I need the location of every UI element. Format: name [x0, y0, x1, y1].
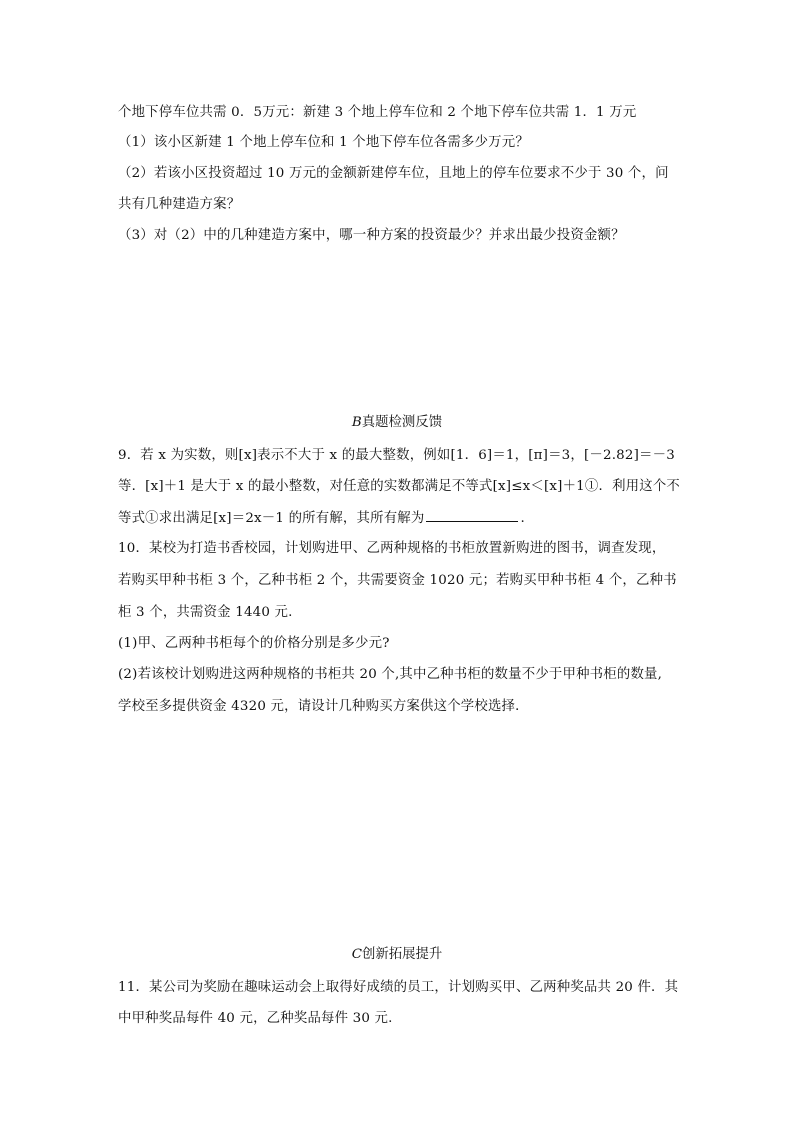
section-b-heading — [0, 414, 794, 432]
q10-part-2-line-1: (2)若该校计划购进这两种规格的书柜共 20 个,其中乙种书柜的数量不少于甲种书柜的数量, — [118, 667, 663, 682]
q10-line-3: 柜 3 个，共需资金 1440 元. — [118, 605, 293, 620]
section-c-letter: C — [351, 947, 362, 962]
q9-line-3-text: 等式①求出满足[x]＝2x－1 的所有解，其所有解为 — [118, 511, 425, 526]
q11-line-1: 11．某公司为奖励在趣味运动会上取得好成绩的员工，计划购买甲、乙两种奖品共 20 件．其 — [118, 980, 679, 995]
q10-line-1: 10．某校为打造书香校园，计划购进甲、乙两种规格的书柜放置新购进的图书，调查发现， — [118, 541, 666, 556]
q9-line-1: 9．若 x 为实数，则[x]表示不大于 x 的最大整数，例如[1．6]＝1，[π]＝3，[－2.82]＝－3 — [118, 448, 675, 463]
q9-line-2: 等．[x]＋1 是大于 x 的最小整数，对任意的实数都满足不等式[x]≤x＜[x]＋1①．利用这个不 — [118, 479, 681, 494]
section-c-title: 创新拓展提升 — [361, 947, 443, 962]
q10-part-2-line-2: 学校至多提供资金 4320 元，请设计几种购买方案供这个学校选择． — [118, 699, 529, 714]
q10-part-1: (1)甲、乙两种书柜每个的价格分别是多少元? — [118, 636, 390, 651]
q8-part-2-line-2: 共有几种建造方案？ — [118, 197, 241, 212]
section-b-letter: B — [351, 415, 362, 430]
section-b-title: 真题检测反馈 — [361, 415, 443, 430]
q11-line-2: 中甲种奖品每件 40 元，乙种奖品每件 30 元. — [118, 1011, 393, 1026]
q8-text-line-1: 个地下停车位共需 0．5万元：新建 3 个地上停车位和 2 个地下停车位共需 1．1 万元 — [118, 105, 637, 120]
q9-answer-blank[interactable] — [426, 508, 518, 522]
q8-part-1: （1）该小区新建 1 个地上停车位和 1 个地下停车位各需多少万元？ — [118, 135, 529, 150]
q8-part-2-line-1: （2）若该小区投资超过 10 万元的金额新建停车位，且地上的停车位要求不少于 30 个，问 — [118, 166, 669, 181]
section-c-heading — [0, 946, 794, 964]
q9-line-3 — [118, 508, 525, 528]
q10-line-2: 若购买甲种书柜 3 个，乙种书柜 2 个，共需要资金 1020 元；若购买甲种书柜 4 个，乙种书 — [118, 573, 677, 588]
q8-part-3: （3）对（2）中的几种建造方案中，哪一种方案的投资最少？并求出最少投资金额？ — [118, 228, 625, 243]
q9-line-3-end: . — [520, 511, 525, 526]
